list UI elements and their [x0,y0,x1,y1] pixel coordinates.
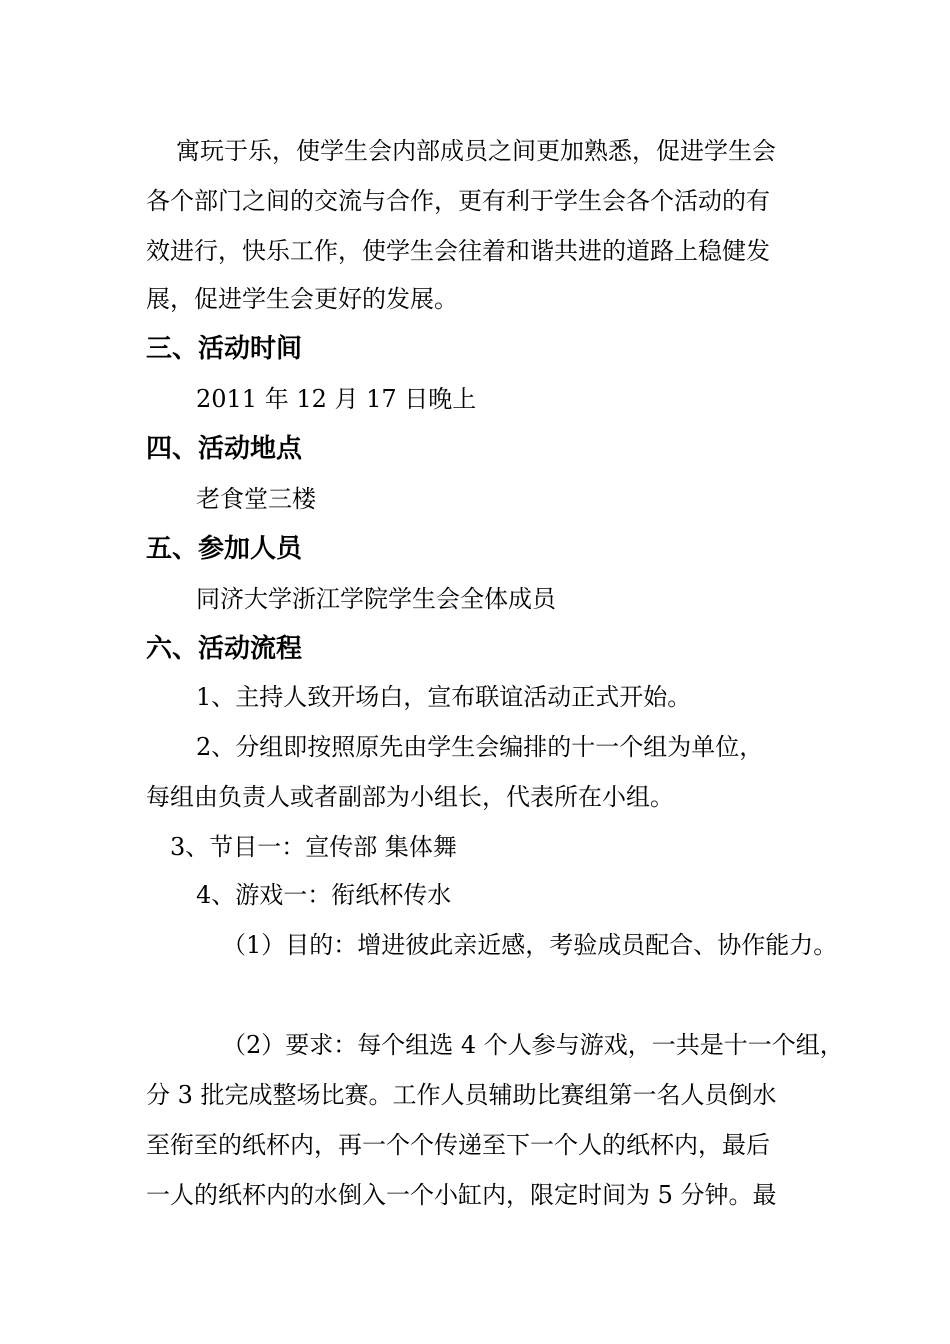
process-item: 2、分组即按照原先由学生会编排的十一个组为单位， [196,733,764,761]
section-heading-time: 三、活动时间 [146,334,303,364]
process-item: 每组由负责人或者副部为小组长，代表所在小组。 [146,783,674,811]
section-heading-process: 六、活动流程 [146,634,303,664]
process-item: 3、节目一：宣传部 集体舞 [170,833,457,861]
section-heading-location: 四、活动地点 [146,434,303,464]
intro-line-4: 展，促进学生会更好的发展。 [146,285,458,313]
process-item: 4、游戏一：衔纸杯传水 [196,881,452,909]
process-item: 至衔至的纸杯内，再一个个传递至下一个人的纸杯内，最后 [146,1131,770,1159]
process-item: 分 3 批完成整场比赛。工作人员辅助比赛组第一名人员倒水 [146,1081,777,1109]
process-item: 1、主持人致开场白，宣布联谊活动正式开始。 [196,683,692,711]
section-content-location: 老食堂三楼 [196,485,316,513]
section-content-time: 2011 年 12 月 17 日晚上 [196,385,477,413]
section-heading-participants: 五、参加人员 [146,534,303,564]
process-item: （1）目的：增进彼此亲近感，考验成员配合、协作能力。 [222,931,838,959]
intro-line-1: 寓玩于乐，使学生会内部成员之间更加熟悉，促进学生会 [176,137,776,165]
process-item: （2）要求：每个组选 4 个人参与游戏，一共是十一个组， [222,1031,844,1059]
process-item: 一人的纸杯内的水倒入一个小缸内，限定时间为 5 分钟。最 [146,1181,777,1209]
section-content-participants: 同济大学浙江学院学生会全体成员 [196,585,556,613]
intro-line-3: 效进行，快乐工作，使学生会往着和谐共进的道路上稳健发 [146,237,770,265]
intro-line-2: 各个部门之间的交流与合作，更有利于学生会各个活动的有 [146,187,770,215]
